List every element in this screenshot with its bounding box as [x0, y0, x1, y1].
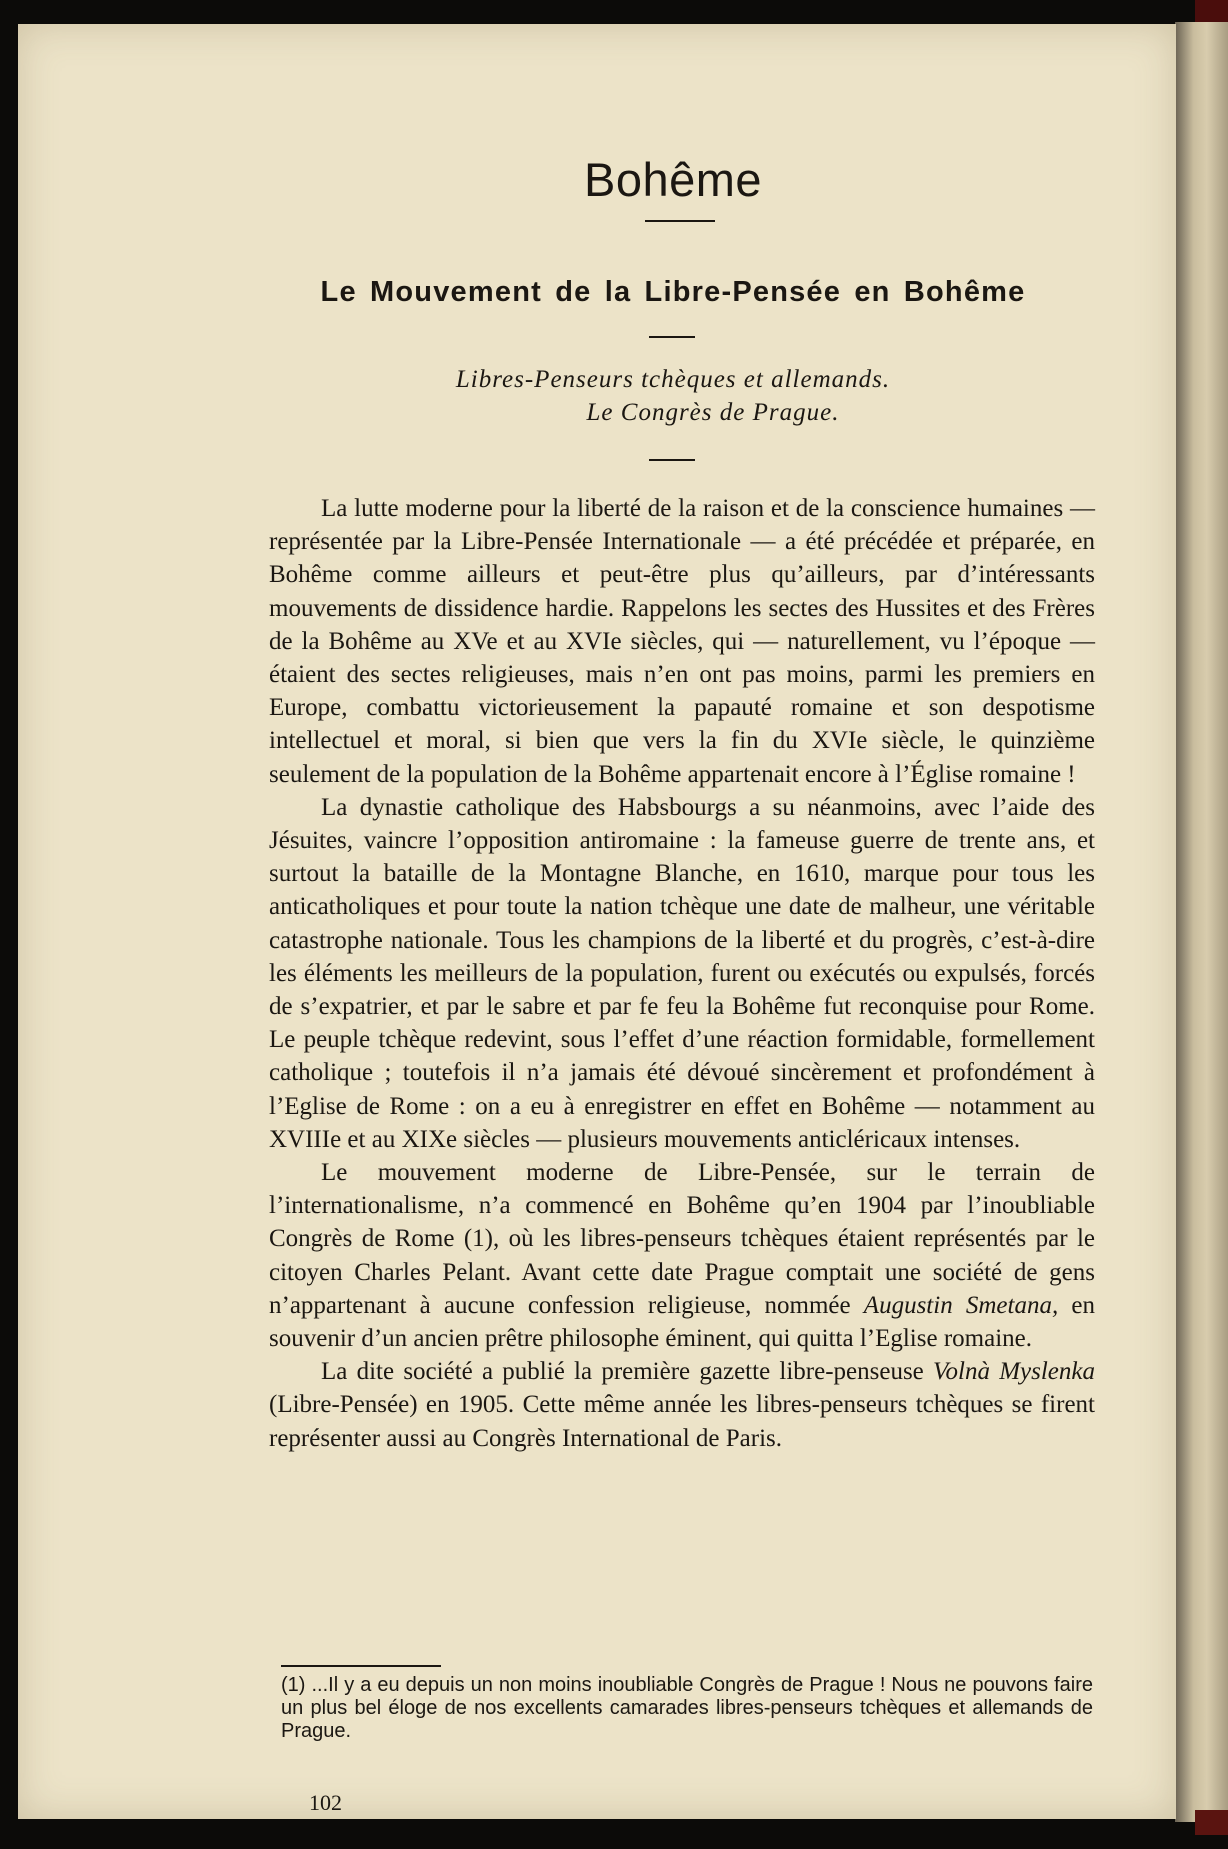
book-spine-edge — [1175, 22, 1228, 1822]
paragraph-2 — [269, 791, 1095, 1156]
paragraph-4-italic-name: Volnà Myslenka — [933, 1358, 1096, 1386]
paragraph-4-text-before: La dite société a publié la première gazette libre-penseuse — [321, 1358, 934, 1386]
book-edge-top — [1195, 0, 1228, 22]
article-subtitle: Le Mouvement de la Libre-Pensée en Bohême — [320, 276, 1026, 308]
paragraph-3-text-before: Le mouvement moderne de Libre-Pensée, sur le terrain de l’internationalisme, n’a commencé en Bohême qu’en 1904 par l’inoubliable Congrès de Rome (1), où les libres-penseurs tchèques étaient représentés par le citoyen Charles Pelant. Avant cette date Prague comptait une société de gens n’appartenant à aucune confession religieuse, nommée — [269, 1159, 1095, 1319]
italic-heading-line-1: Libres-Penseurs tchèques et allemands. — [455, 366, 891, 393]
footnote-rule — [281, 1665, 441, 1667]
page-number: 102 — [309, 1790, 342, 1815]
article-body — [269, 492, 1095, 1455]
paragraph-1 — [269, 492, 1095, 791]
page-title: Bohême — [583, 153, 763, 206]
paragraph-3-italic-name: Augustin Smetana, — [863, 1291, 1059, 1319]
title-rule — [645, 220, 715, 222]
paragraph-2-text: La dynastie catholique des Habsbourgs a su néanmoins, avec l’aide des Jésuites, vaincre l’opposition antiromaine : la fameuse guerre de trente ans, et surtout la bataille de la Montagne Blanche, en 1610, marque pour tous les anticatholiques et pour toute la nation tchèque une date de malheur, une véritable catastrophe nationale. Tous les champions de la liberté et du progrès, c’est-à-dire les éléments les meilleurs de la population, furent ou exécutés ou expulsés, forcés de s’expatrier, et par le sabre et par fe feu la Bohême fut reconquise pour Rome. Le peuple tchèque redevint, sous l’effet d’une réaction formidable, formellement catholique ; toutefois il n’a jamais été dévoué sincèrement et profondément à l’Eglise de Rome : on a eu à enregistrer en effet en Bohême — notamment au XVIIIe et au XIXe siècles — plusieurs mouvements anticléricaux intenses. — [269, 793, 1095, 1153]
book-edge-bottom — [1195, 1810, 1228, 1835]
paragraph-4 — [269, 1355, 1095, 1455]
paragraph-1-text: La lutte moderne pour la liberté de la raison et de la conscience humaines — représentée par la Libre-Pensée Internationale — a été précédée et préparée, en Bohême comme ailleurs et peut-être plus qu’ailleurs, par d’intéressants mouvements de dissidence hardie. Rappelons les sectes des Hussites et des Frères de la Bohême au XVe et au XVIe siècles, qui — naturellement, vu l’époque — étaient des sectes religieuses, mais n’en ont pas moins, parmi les premiers en Europe, combattu victorieusement la papauté romaine et son despotisme intellectuel et moral, si bien que vers la fin du XVIe siècle, le quinzième seulement de la population de la Bohême appartenait encore à l’Église romaine ! — [269, 495, 1095, 788]
paragraph-3-text-after: en souvenir d’un ancien prêtre philosophe éminent, qui quitta l’Eglise romaine. — [269, 1291, 1095, 1353]
subtitle-rule — [649, 336, 695, 338]
paragraph-3 — [269, 1156, 1095, 1355]
italic-heading-rule — [649, 459, 695, 461]
italic-heading-line-2: Le Congrès de Prague. — [586, 399, 840, 426]
footnote: (1) ...Il y a eu depuis un non moins inoubliable Congrès de Prague ! Nous ne pouvons faire un plus bel éloge de nos excellents camarades libres-penseurs tchèques et allemands de Prague. — [281, 1674, 1093, 1742]
paragraph-4-text-after: (Libre-Pensée) en 1905. Cette même année les libres-penseurs tchèques se firent représenter aussi au Congrès International de Paris. — [269, 1391, 1095, 1452]
book-page — [18, 24, 1176, 1819]
